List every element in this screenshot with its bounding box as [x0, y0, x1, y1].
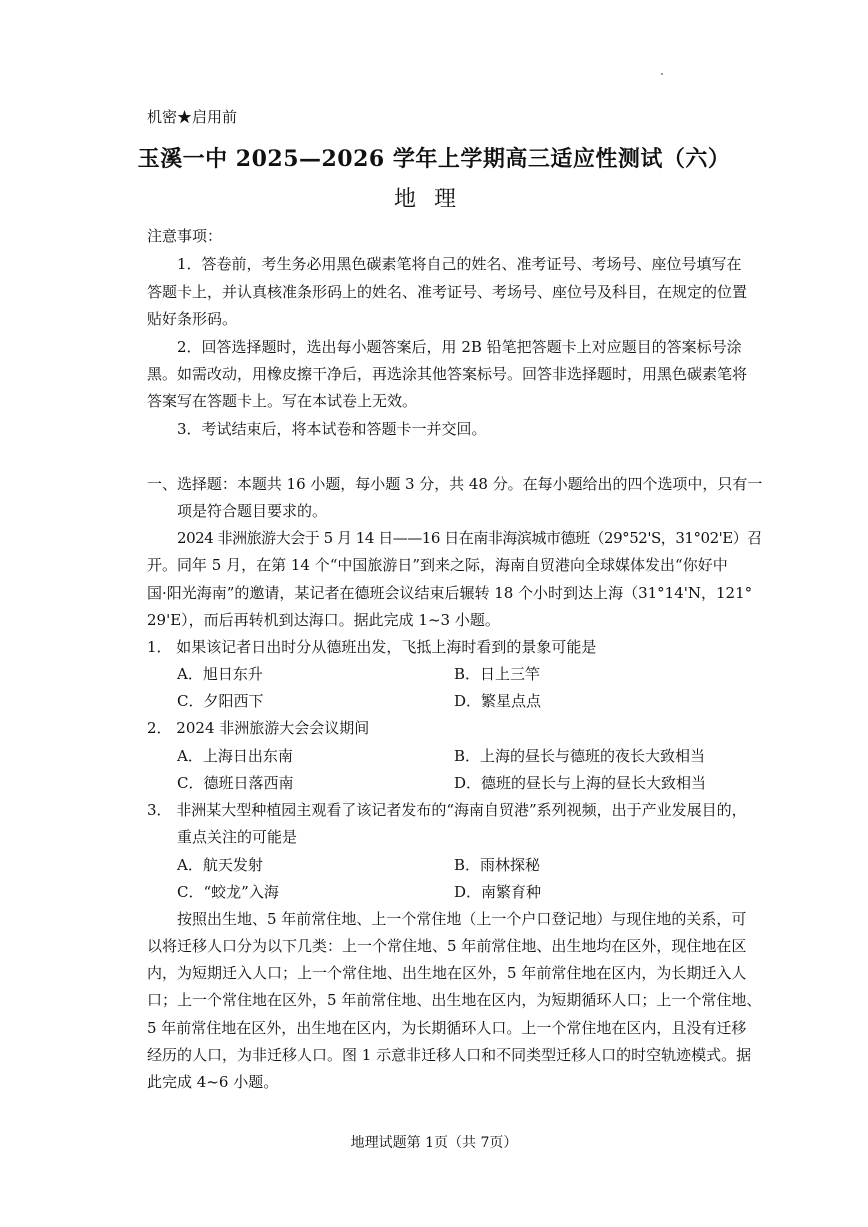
- passage2-line-2: 以将迁移人口分为以下几类：上一个常住地、5 年前常住地、出生地均在区外，现住地在区: [147, 937, 747, 955]
- notice-item-2-line-2: 黑。如需改动，用橡皮擦干净后，再选涂其他答案标号。回答非选择题时，用黑色碳素笔将: [147, 365, 748, 383]
- question-3-option-a: A．航天发射: [177, 856, 263, 874]
- notice-heading: 注意事项：: [147, 227, 223, 245]
- question-2-stem: 2． 2024 非洲旅游大会会议期间: [147, 719, 370, 737]
- exam-title: 玉溪一中 2025—2026 学年上学期高三适应性测试（六）: [137, 146, 731, 172]
- notice-item-1-line-3: 贴好条形码。: [147, 310, 238, 328]
- confidential-label: 机密★启用前: [147, 108, 238, 126]
- subject-title: 地理: [393, 187, 474, 212]
- question-1-option-d: D．繁星点点: [454, 692, 542, 710]
- question-1-option-a: A．旭日东升: [177, 665, 263, 683]
- passage2-line-3: 内，为短期迁入人口；上一个常住地、出生地在区外，5 年前常住地在区内，为长期迁入人: [147, 964, 747, 982]
- notice-item-2-line-1: 2．回答选择题时，选出每小题答案后，用 2B 铅笔把答题卡上对应题目的答案标号涂: [177, 338, 742, 356]
- question-2-option-a: A．上海日出东南: [177, 747, 293, 765]
- notice-item-1-line-1: 1．答卷前，考生务必用黑色碳素笔将自己的姓名、准考证号、考场号、座位号填写在: [177, 255, 742, 273]
- question-1-stem: 1． 如果该记者日出时分从德班出发，飞抵上海时看到的景象可能是: [147, 638, 597, 656]
- passage2-line-5: 5 年前常住地在区外，出生地在区内，为长期循环人口。上一个常住地在区内，且没有迁移: [147, 1019, 747, 1037]
- passage1-line-2: 开。同年 5 月，在第 14 个“中国旅游日”到来之际，海南自贸港向全球媒体发出“你好中: [147, 556, 728, 574]
- passage2-line-6: 经历的人口，为非迁移人口。图 1 示意非迁移人口和不同类型迁移人口的时空轨迹模式。据: [147, 1046, 752, 1064]
- passage2-line-4: 口；上一个常住地在区外，5 年前常住地、出生地在区内，为短期循环人口；上一个常住地、: [147, 991, 762, 1009]
- question-1-option-b: B．日上三竿: [454, 665, 541, 683]
- page-footer: 地理试题第 1页（共 7页）: [350, 1135, 518, 1151]
- scan-dot: [661, 73, 663, 75]
- passage1-line-3: 国·阳光海南”的邀请，某记者在德班会议结束后辗转 18 个小时到达上海（31°14'N，121°: [147, 584, 753, 602]
- notice-item-2-line-3: 答案写在答题卡上。写在本试卷上无效。: [147, 392, 418, 410]
- passage2-line-7: 此完成 4~6 小题。: [147, 1073, 279, 1091]
- question-3-stem-line-1: 3． 非洲某大型种植园主观看了该记者发布的“海南自贸港”系列视频，出于产业发展目的，: [147, 801, 747, 819]
- question-3-stem-line-2: 重点关注的可能是: [177, 828, 298, 846]
- question-2-option-c: C．德班日落西南: [177, 774, 294, 792]
- section-intro-line-2: 项是符合题目要求的。: [177, 502, 328, 520]
- question-3-option-d: D．南繁育种: [454, 883, 542, 901]
- question-3-option-b: B．雨林探秘: [454, 856, 541, 874]
- passage2-line-1: 按照出生地、5 年前常住地、上一个常住地（上一个户口登记地）与现住地的关系，可: [177, 910, 747, 928]
- passage1-line-1: 2024 非洲旅游大会于 5 月 14 日——16 日在南非海滨城市德班（29°52'S，31°02'E）召: [177, 529, 762, 547]
- notice-item-3: 3．考试结束后，将本试卷和答题卡一并交回。: [177, 420, 487, 438]
- question-2-option-d: D．德班的昼长与上海的昼长大致相当: [454, 774, 707, 792]
- notice-item-1-line-2: 答题卡上，并认真核准条形码上的姓名、准考证号、考场号、座位号及科目，在规定的位置: [147, 283, 748, 301]
- passage1-line-4: 29'E），而后再转机到达海口。据此完成 1~3 小题。: [147, 611, 500, 629]
- question-1-option-c: C．夕阳西下: [177, 692, 264, 710]
- question-3-option-c: C．“蛟龙”入海: [177, 883, 279, 901]
- question-2-option-b: B．上海的昼长与德班的夜长大致相当: [454, 747, 706, 765]
- section-intro-line-1: 一、选择题：本题共 16 小题，每小题 3 分，共 48 分。在每小题给出的四个选项中，只有一: [147, 475, 763, 493]
